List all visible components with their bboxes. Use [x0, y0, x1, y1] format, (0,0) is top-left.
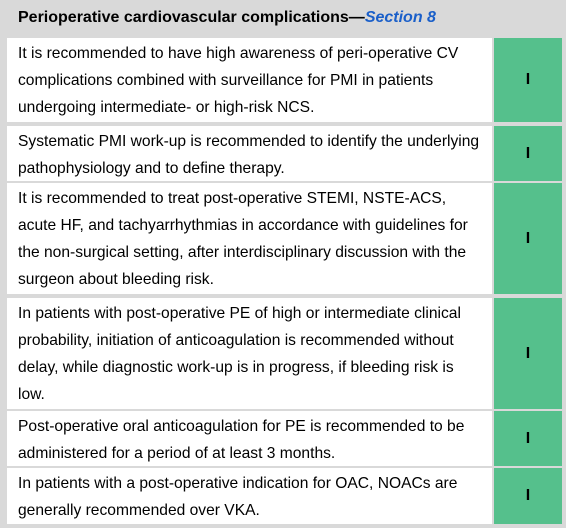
- recommendation-text: Post-operative oral anticoagulation for PE is recommended to be administered for a period of at least 3 months.: [7, 411, 492, 466]
- recommendation-text: In patients with post-operative PE of high or intermediate clinical probability, initiation of anticoagulation is recommended without delay, while diagnostic work-up is in progress, if bleeding risk is low.: [7, 298, 492, 409]
- table-title: Perioperative cardiovascular complications—: [18, 9, 365, 26]
- recommendation-text: It is recommended to treat post-operative STEMI, NSTE-ACS, acute HF, and tachyarrhythmias in accordance with guidelines for the non-surgical setting, after interdisciplinary discussion with the surgeon about bleeding risk.: [7, 183, 492, 294]
- recommendation-text: Systematic PMI work-up is recommended to identify the underlying pathophysiology and to define therapy.: [7, 126, 492, 181]
- table-header: [0, 0, 566, 36]
- table-row: [0, 298, 566, 411]
- class-badge: I: [494, 298, 562, 409]
- table-row: [0, 411, 566, 468]
- class-badge: I: [494, 183, 562, 294]
- class-badge: I: [494, 468, 562, 524]
- class-badge: I: [494, 38, 562, 122]
- section-link[interactable]: Section 8: [364, 9, 436, 26]
- table-row: [0, 468, 566, 526]
- table-row: [0, 183, 566, 296]
- class-badge: I: [494, 411, 562, 466]
- table-row: [0, 38, 566, 124]
- recommendation-text: In patients with a post-operative indication for OAC, NOACs are generally recommended over VKA.: [7, 468, 492, 524]
- class-badge: I: [494, 126, 562, 181]
- recommendation-text: It is recommended to have high awareness of peri-operative CV complications combined with surveillance for PMI in patients undergoing intermediate- or high-risk NCS.: [7, 38, 492, 122]
- table-row: [0, 126, 566, 183]
